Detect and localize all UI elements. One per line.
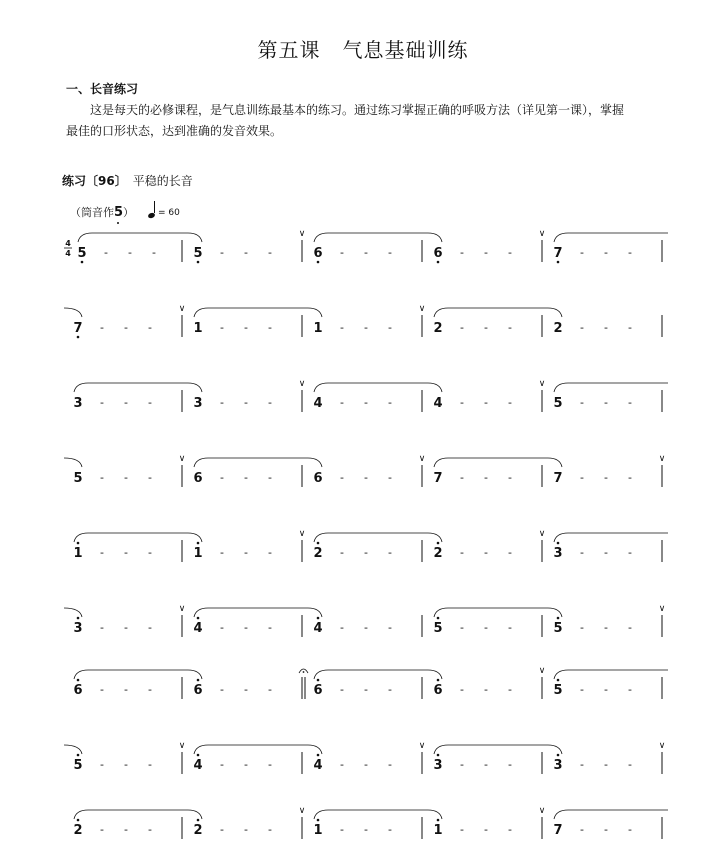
- sustain-dash: -: [340, 546, 344, 559]
- tie-arc: [314, 670, 442, 679]
- sustain-dash: -: [460, 246, 464, 259]
- breath-mark-icon: ∨: [538, 379, 546, 389]
- sustain-dash: -: [508, 823, 512, 836]
- note-5: 5: [553, 396, 563, 411]
- sustain-dash: -: [340, 823, 344, 836]
- sustain-dash: -: [508, 683, 512, 696]
- sustain-dash: -: [148, 321, 152, 334]
- sustain-dash: -: [220, 321, 224, 334]
- note-6: 6: [313, 471, 323, 486]
- sustain-dash: -: [628, 683, 632, 696]
- score-system: [64, 454, 665, 487]
- sustain-dash: -: [628, 321, 632, 334]
- upper-octave-dot: [197, 679, 200, 682]
- sustain-dash: -: [484, 246, 488, 259]
- sustain-dash: -: [268, 246, 272, 259]
- sustain-dash: -: [124, 683, 128, 696]
- note-7: 7: [553, 823, 563, 838]
- sustain-dash: -: [508, 396, 512, 409]
- sustain-dash: -: [508, 471, 512, 484]
- sustain-dash: -: [484, 823, 488, 836]
- sustain-dash: -: [628, 396, 632, 409]
- breath-mark-icon: ∨: [658, 741, 666, 751]
- sustain-dash: -: [268, 823, 272, 836]
- note-6: 6: [73, 683, 83, 698]
- sustain-dash: -: [152, 246, 156, 259]
- sustain-dash: -: [340, 683, 344, 696]
- breath-mark-icon: ∨: [538, 229, 546, 239]
- sustain-dash: -: [100, 823, 104, 836]
- breath-mark-icon: ∨: [538, 666, 546, 676]
- tie-arc: [64, 308, 82, 317]
- note-5: 5: [193, 246, 203, 261]
- note-2: 2: [433, 546, 443, 561]
- lower-octave-dot: [437, 261, 440, 264]
- note-3: 3: [73, 621, 83, 636]
- upper-octave-dot: [437, 679, 440, 682]
- sustain-dash: -: [124, 823, 128, 836]
- sustain-dash: -: [628, 758, 632, 771]
- note-5: 5: [73, 471, 83, 486]
- note-3: 3: [553, 546, 563, 561]
- sustain-dash: -: [220, 546, 224, 559]
- sustain-dash: -: [244, 471, 248, 484]
- sustain-dash: -: [580, 246, 584, 259]
- sustain-dash: -: [580, 546, 584, 559]
- note-6: 6: [193, 471, 203, 486]
- tempo-value: = 60: [158, 208, 180, 218]
- sustain-dash: -: [220, 758, 224, 771]
- sustain-dash: -: [104, 246, 108, 259]
- paragraph-line-1: 这是每天的必修课程，是气息训练最基本的练习。通过练习掌握正确的呼吸方法（详见第一课），掌握: [90, 103, 625, 117]
- sustain-dash: -: [604, 321, 608, 334]
- sustain-dash: -: [340, 396, 344, 409]
- note-6: 6: [313, 683, 323, 698]
- sustain-dash: -: [604, 758, 608, 771]
- sustain-dash: -: [580, 758, 584, 771]
- breath-mark-icon: ∨: [298, 379, 306, 389]
- tie-arc: [74, 670, 202, 679]
- time-signature-top: 4: [65, 239, 71, 248]
- breath-mark-icon: ∨: [538, 806, 546, 816]
- sustain-dash: -: [484, 683, 488, 696]
- sustain-dash: -: [628, 823, 632, 836]
- sustain-dash: -: [244, 758, 248, 771]
- note-7: 7: [553, 471, 563, 486]
- sustain-dash: -: [508, 546, 512, 559]
- breath-mark-icon: ∨: [298, 529, 306, 539]
- sustain-dash: -: [580, 823, 584, 836]
- score-system: [64, 604, 665, 637]
- note-2: 2: [553, 321, 563, 336]
- sustain-dash: -: [148, 396, 152, 409]
- note-1: 1: [313, 321, 323, 336]
- lower-octave-dot: [81, 261, 84, 264]
- sustain-dash: -: [268, 621, 272, 634]
- note-1: 1: [73, 546, 83, 561]
- sustain-dash: -: [604, 396, 608, 409]
- sustain-dash: -: [124, 546, 128, 559]
- score-system: [73, 666, 668, 699]
- sustain-dash: -: [364, 321, 368, 334]
- sustain-dash: -: [244, 546, 248, 559]
- note-4: 4: [193, 621, 203, 636]
- sustain-dash: -: [580, 683, 584, 696]
- sustain-dash: -: [388, 396, 392, 409]
- sustain-dash: -: [220, 621, 224, 634]
- time-signature-bottom: 4: [65, 249, 71, 258]
- breath-mark-icon: ∨: [418, 454, 426, 464]
- tie-arc: [554, 383, 668, 392]
- sustain-dash: -: [268, 758, 272, 771]
- tie-arc: [314, 233, 442, 242]
- note-6: 6: [433, 246, 443, 261]
- sustain-dash: -: [340, 321, 344, 334]
- note-4: 4: [193, 758, 203, 773]
- tie-arc: [78, 233, 202, 242]
- sustain-dash: -: [580, 621, 584, 634]
- upper-octave-dot: [77, 754, 80, 757]
- sustain-dash: -: [220, 246, 224, 259]
- sustain-dash: -: [388, 621, 392, 634]
- paragraph-line-2: 最佳的口形状态，达到准确的发音效果。: [66, 124, 283, 138]
- exercise-name: 平稳的长音: [132, 174, 193, 188]
- sustain-dash: -: [484, 321, 488, 334]
- sustain-dash: -: [580, 471, 584, 484]
- upper-octave-dot: [77, 542, 80, 545]
- note-1: 1: [433, 823, 443, 838]
- sustain-dash: -: [268, 471, 272, 484]
- sustain-dash: -: [388, 471, 392, 484]
- sustain-dash: -: [100, 321, 104, 334]
- upper-octave-dot: [77, 819, 80, 822]
- sustain-dash: -: [340, 621, 344, 634]
- upper-octave-dot: [437, 819, 440, 822]
- upper-octave-dot: [437, 754, 440, 757]
- sustain-dash: -: [604, 471, 608, 484]
- note-7: 7: [73, 321, 83, 336]
- breath-mark-icon: ∨: [298, 229, 306, 239]
- note-1: 1: [313, 823, 323, 838]
- sustain-dash: -: [508, 321, 512, 334]
- sustain-dash: -: [340, 758, 344, 771]
- score-system: [64, 304, 662, 338]
- upper-octave-dot: [317, 542, 320, 545]
- tie-arc: [194, 608, 322, 617]
- note-6: 6: [433, 683, 443, 698]
- upper-octave-dot: [317, 754, 320, 757]
- tie-arc: [64, 745, 82, 754]
- tie-arc: [314, 533, 442, 542]
- sustain-dash: -: [124, 758, 128, 771]
- sustain-dash: -: [100, 758, 104, 771]
- note-4: 4: [313, 621, 323, 636]
- lower-octave-dot: [557, 261, 560, 264]
- sustain-dash: -: [100, 396, 104, 409]
- breath-mark-icon: ∨: [298, 806, 306, 816]
- sustain-dash: -: [604, 683, 608, 696]
- key-note: 5: [114, 205, 124, 220]
- note-5: 5: [73, 758, 83, 773]
- fermata-dot: [303, 671, 305, 673]
- note-4: 4: [313, 758, 323, 773]
- breath-mark-icon: ∨: [178, 454, 186, 464]
- sustain-dash: -: [244, 321, 248, 334]
- upper-octave-dot: [197, 754, 200, 757]
- tie-arc: [74, 383, 202, 392]
- sustain-dash: -: [364, 683, 368, 696]
- score-system: [64, 229, 668, 263]
- breath-mark-icon: ∨: [418, 304, 426, 314]
- tie-arc: [434, 308, 562, 317]
- exercise-label: 练习〔96〕: [62, 174, 127, 188]
- sustain-dash: -: [148, 683, 152, 696]
- sustain-dash: -: [364, 246, 368, 259]
- note-4: 4: [433, 396, 443, 411]
- tie-arc: [314, 810, 442, 819]
- note-5: 5: [553, 683, 563, 698]
- tie-arc: [64, 608, 82, 617]
- sustain-dash: -: [364, 823, 368, 836]
- sustain-dash: -: [268, 396, 272, 409]
- key-label: （筒音作: [70, 206, 114, 219]
- lower-octave-dot: [317, 261, 320, 264]
- sustain-dash: -: [244, 621, 248, 634]
- sustain-dash: -: [484, 396, 488, 409]
- note-6: 6: [193, 683, 203, 698]
- note-3: 3: [73, 396, 83, 411]
- breath-mark-icon: ∨: [418, 741, 426, 751]
- sustain-dash: -: [220, 396, 224, 409]
- upper-octave-dot: [317, 617, 320, 620]
- breath-mark-icon: ∨: [658, 454, 666, 464]
- sustain-dash: -: [340, 471, 344, 484]
- sustain-dash: -: [364, 471, 368, 484]
- breath-mark-icon: ∨: [178, 741, 186, 751]
- note-5: 5: [77, 246, 87, 261]
- sustain-dash: -: [220, 683, 224, 696]
- breath-mark-icon: ∨: [178, 304, 186, 314]
- sustain-dash: -: [484, 471, 488, 484]
- sustain-dash: -: [388, 823, 392, 836]
- sustain-dash: -: [388, 683, 392, 696]
- upper-octave-dot: [557, 679, 560, 682]
- upper-octave-dot: [197, 542, 200, 545]
- note-2: 2: [313, 546, 323, 561]
- note-3: 3: [553, 758, 563, 773]
- note-2: 2: [193, 823, 203, 838]
- sustain-dash: -: [460, 321, 464, 334]
- sustain-dash: -: [148, 758, 152, 771]
- sustain-dash: -: [100, 621, 104, 634]
- sustain-dash: -: [484, 758, 488, 771]
- note-6: 6: [313, 246, 323, 261]
- sustain-dash: -: [580, 396, 584, 409]
- sustain-dash: -: [220, 823, 224, 836]
- sustain-dash: -: [628, 621, 632, 634]
- upper-octave-dot: [557, 542, 560, 545]
- tie-arc: [194, 308, 322, 317]
- sustain-dash: -: [388, 546, 392, 559]
- tie-arc: [434, 608, 562, 617]
- sustain-dash: -: [388, 758, 392, 771]
- note-7: 7: [433, 471, 443, 486]
- sustain-dash: -: [268, 546, 272, 559]
- sustain-dash: -: [460, 823, 464, 836]
- breath-mark-icon: ∨: [538, 529, 546, 539]
- sustain-dash: -: [604, 621, 608, 634]
- sustain-dash: -: [484, 546, 488, 559]
- sustain-dash: -: [364, 396, 368, 409]
- tie-arc: [554, 533, 668, 542]
- sustain-dash: -: [628, 546, 632, 559]
- tie-arc: [74, 533, 202, 542]
- upper-octave-dot: [557, 617, 560, 620]
- sustain-dash: -: [460, 683, 464, 696]
- sustain-dash: -: [124, 471, 128, 484]
- tie-arc: [434, 745, 562, 754]
- tie-arc: [554, 670, 668, 679]
- upper-octave-dot: [317, 819, 320, 822]
- sustain-dash: -: [388, 246, 392, 259]
- note-5: 5: [433, 621, 443, 636]
- sustain-dash: -: [460, 471, 464, 484]
- sustain-dash: -: [128, 246, 132, 259]
- sustain-dash: -: [220, 471, 224, 484]
- sustain-dash: -: [124, 321, 128, 334]
- sustain-dash: -: [244, 396, 248, 409]
- sustain-dash: -: [508, 621, 512, 634]
- sustain-dash: -: [628, 246, 632, 259]
- key-close: ）: [123, 206, 135, 219]
- sustain-dash: -: [580, 321, 584, 334]
- tie-arc: [554, 810, 668, 819]
- upper-octave-dot: [317, 679, 320, 682]
- sustain-dash: -: [484, 621, 488, 634]
- sustain-dash: -: [148, 471, 152, 484]
- sustain-dash: -: [148, 823, 152, 836]
- note-1: 1: [193, 546, 203, 561]
- upper-octave-dot: [437, 542, 440, 545]
- note-2: 2: [73, 823, 83, 838]
- breath-mark-icon: ∨: [658, 604, 666, 614]
- section-heading: 一、长音练习: [66, 82, 139, 96]
- sustain-dash: -: [244, 823, 248, 836]
- score-system: [73, 529, 668, 562]
- tie-arc: [194, 458, 322, 467]
- sustain-dash: -: [268, 683, 272, 696]
- sustain-dash: -: [460, 546, 464, 559]
- sustain-dash: -: [388, 321, 392, 334]
- sustain-dash: -: [268, 321, 272, 334]
- sustain-dash: -: [604, 546, 608, 559]
- sustain-dash: -: [364, 621, 368, 634]
- sustain-dash: -: [124, 621, 128, 634]
- note-4: 4: [313, 396, 323, 411]
- sustain-dash: -: [244, 246, 248, 259]
- sustain-dash: -: [124, 396, 128, 409]
- sustain-dash: -: [604, 823, 608, 836]
- note-3: 3: [193, 396, 203, 411]
- note-7: 7: [553, 246, 563, 261]
- lesson-number: 第五课: [257, 38, 321, 62]
- upper-octave-dot: [437, 617, 440, 620]
- sustain-dash: -: [628, 471, 632, 484]
- sustain-dash: -: [364, 546, 368, 559]
- score-system: [73, 806, 668, 839]
- tie-arc: [314, 383, 442, 392]
- sustain-dash: -: [604, 246, 608, 259]
- sustain-dash: -: [508, 758, 512, 771]
- upper-octave-dot: [77, 679, 80, 682]
- sustain-dash: -: [340, 246, 344, 259]
- note-2: 2: [433, 321, 443, 336]
- sustain-dash: -: [460, 758, 464, 771]
- lesson-topic: 气息基础训练: [342, 38, 469, 62]
- note-5: 5: [553, 621, 563, 636]
- upper-octave-dot: [557, 754, 560, 757]
- upper-octave-dot: [197, 819, 200, 822]
- sustain-dash: -: [148, 546, 152, 559]
- sustain-dash: -: [460, 621, 464, 634]
- sustain-dash: -: [100, 546, 104, 559]
- sustain-dash: -: [508, 246, 512, 259]
- note-3: 3: [433, 758, 443, 773]
- tie-arc: [74, 810, 202, 819]
- breath-mark-icon: ∨: [178, 604, 186, 614]
- score-system: [64, 741, 665, 774]
- sustain-dash: -: [244, 683, 248, 696]
- lower-octave-dot: [77, 336, 80, 339]
- upper-octave-dot: [197, 617, 200, 620]
- tie-arc: [554, 233, 668, 242]
- sustain-dash: -: [100, 683, 104, 696]
- score-system: [73, 379, 668, 412]
- tie-arc: [434, 458, 562, 467]
- sustain-dash: -: [364, 758, 368, 771]
- upper-octave-dot: [77, 617, 80, 620]
- note-1: 1: [193, 321, 203, 336]
- tie-arc: [64, 458, 82, 467]
- sustain-dash: -: [460, 396, 464, 409]
- sustain-dash: -: [148, 621, 152, 634]
- tie-arc: [194, 745, 322, 754]
- sustain-dash: -: [100, 471, 104, 484]
- lower-octave-dot: [197, 261, 200, 264]
